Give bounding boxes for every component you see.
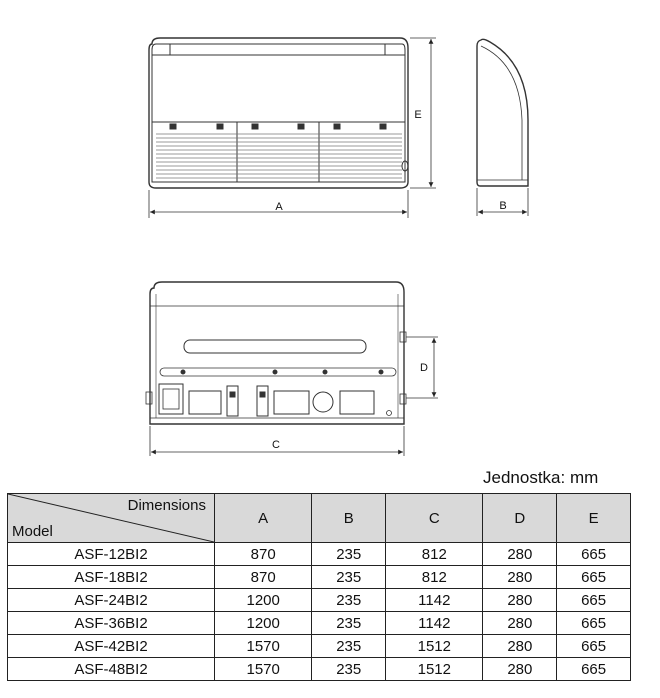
corner-dimensions-label: Dimensions <box>127 497 206 514</box>
value-cell: 235 <box>312 543 386 566</box>
value-cell: 1512 <box>386 658 483 681</box>
value-cell: 1512 <box>386 635 483 658</box>
column-header: D <box>483 494 557 543</box>
table-row <box>8 589 631 612</box>
model-cell: ASF-18BI2 <box>8 566 215 589</box>
dimensions-table <box>7 493 631 681</box>
value-cell: 235 <box>312 658 386 681</box>
value-cell: 812 <box>386 543 483 566</box>
unit-note: Jednostka: mm <box>483 468 599 487</box>
value-cell: 665 <box>557 658 631 681</box>
value-cell: 235 <box>312 566 386 589</box>
value-cell: 280 <box>483 612 557 635</box>
column-header: C <box>386 494 483 543</box>
table-row <box>8 543 631 566</box>
value-cell: 280 <box>483 635 557 658</box>
table-row <box>8 612 631 635</box>
value-cell: 1570 <box>215 658 312 681</box>
model-cell: ASF-24BI2 <box>8 589 215 612</box>
value-cell: 665 <box>557 543 631 566</box>
table-row <box>8 566 631 589</box>
dimension-b-label: B <box>499 200 507 212</box>
front-grille <box>156 134 402 178</box>
table-row <box>8 635 631 658</box>
value-cell: 1142 <box>386 612 483 635</box>
table-row <box>8 658 631 681</box>
value-cell: 870 <box>215 543 312 566</box>
dimension-e-label: E <box>414 109 422 121</box>
value-cell: 665 <box>557 566 631 589</box>
column-header: B <box>312 494 386 543</box>
value-cell: 280 <box>483 566 557 589</box>
model-cell: ASF-12BI2 <box>8 543 215 566</box>
table-corner-cell <box>8 494 215 543</box>
value-cell: 280 <box>483 543 557 566</box>
value-cell: 280 <box>483 658 557 681</box>
value-cell: 665 <box>557 589 631 612</box>
value-cell: 1200 <box>215 589 312 612</box>
value-cell: 1570 <box>215 635 312 658</box>
value-cell: 235 <box>312 635 386 658</box>
dimension-a-label: A <box>275 201 283 213</box>
column-header: E <box>557 494 631 543</box>
value-cell: 235 <box>312 612 386 635</box>
value-cell: 665 <box>557 612 631 635</box>
side-view <box>477 39 528 186</box>
dimension-c-label: C <box>272 439 280 451</box>
value-cell: 665 <box>557 635 631 658</box>
rear-view <box>146 282 406 424</box>
value-cell: 812 <box>386 566 483 589</box>
corner-model-label: Model <box>12 523 53 540</box>
value-cell: 870 <box>215 566 312 589</box>
value-cell: 1200 <box>215 612 312 635</box>
value-cell: 280 <box>483 589 557 612</box>
dimension-d-label: D <box>420 362 428 374</box>
column-header: A <box>215 494 312 543</box>
value-cell: 235 <box>312 589 386 612</box>
table-header-row <box>8 494 631 543</box>
front-view <box>149 38 408 188</box>
model-cell: ASF-36BI2 <box>8 612 215 635</box>
model-cell: ASF-48BI2 <box>8 658 215 681</box>
value-cell: 1142 <box>386 589 483 612</box>
model-cell: ASF-42BI2 <box>8 635 215 658</box>
